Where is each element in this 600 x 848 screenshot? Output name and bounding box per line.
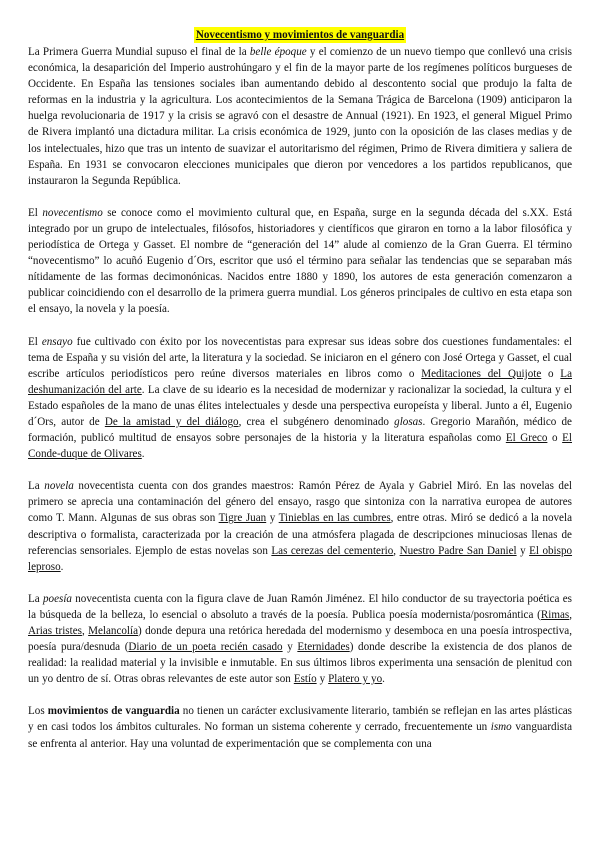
- title-tinieblas-cumbres: Tinieblas en las cumbres: [278, 512, 391, 525]
- page-title: Novecentismo y movimientos de vanguardia: [195, 29, 405, 41]
- title-cerezas-cementerio: Las cerezas del cementerio: [271, 544, 394, 557]
- title-estio: Estío: [293, 673, 317, 686]
- title-block: [28, 27, 572, 43]
- title-melancolia: Melancolía: [88, 625, 139, 637]
- bold-movimientos-vanguardia: movimientos de vanguardia: [47, 705, 180, 718]
- em-belle-epoque: belle époque: [249, 46, 307, 58]
- em-poesia: poesía: [43, 592, 72, 605]
- title-el-greco: El Greco: [505, 432, 548, 445]
- title-conde-duque: El Conde-duque de Olivares: [28, 432, 572, 461]
- em-novela: novela: [44, 480, 74, 493]
- paragraph-history: La Primera Guerra Mundial supuso el final de la belle époque y el comienzo de un nuevo tiempo que conllevó una crisis económica, la desaparición del Imperio austrohúngaro y el fin de la mayor parte de los regímenes políticos burgueses de Occidente. En España las tensiones sociales iban aumentando debido al descontento social que produjo la falta de reformas en la industria y la agricultura. Los acontecimientos de la Semana Trágica de Barcelona (1909) anticiparon la huelga revolucionaria de 1917 y la crisis se agravó con el desastre de Annual (1921). En 1923, el general Miguel Primo de Rivera implantó una dictadura militar. La crisis económica de 1929, junto con la oposición de las clases medias y de los intelectuales, hizo que tras un intento de suavizar el autoritarismo del régimen, Primo de Rivera dimitiera y saliera de España. En 1931 se convocaron elecciones municipales que dieron por vencedores a los partidos republicanos, que instauraron la Segunda República.: [28, 46, 572, 187]
- title-obispo-leproso: El obispo leproso: [28, 544, 573, 573]
- title-padre-san-daniel: Nuestro Padre San Daniel: [399, 544, 517, 557]
- paragraph-novecentismo: El novecentismo se conoce como el movimiento cultural que, en España, surge en la segunda década del s.XX. Está integrado por un grupo de intelectuales, filósofos, historiadores y científicos que giraron en torno a la labor filosófica y periodística de Ortega y Gasset. El nombre de “generación del 14” alude al comienzo de la Gran Guerra. El término “novecentismo” lo acuñó Eugenio d´Ors, escritor que usó el término para señalar las tendencias que se separaban más nítidamente de las formas decimonónicas. Nacidos entre 1880 y 1890, los autores de esta generación comenzaron a publicar coincidiendo con el desarrollo de la primera guerra mundial. Los géneros principales de cultivo en esta etapa son el ensayo, la novela y la poesía.: [28, 206, 572, 316]
- title-arias-tristes: Arias tristes: [28, 625, 82, 637]
- em-ismo: ismo: [490, 721, 512, 734]
- em-novecentismo: novecentismo: [42, 206, 103, 219]
- paragraph-poesia: La poesía novecentista cuenta con la figura clave de Juan Ramón Jiménez. El hilo conductor de su trayectoria poética es la búsqueda de la belleza, lo esencial o absoluto a través de la poesía. Publica poesía modernista/posromántica (Rimas, Arias tristes, Melancolía) donde depura una retórica heredada del modernismo y desemboca en una poesía introspectiva, poesía pura/desnuda (Diario de un poeta recién casado y Eternidades) donde describe la existencia de dos planos de realidad: la realidad material y la invisible e inmutable. En sus últimos libros experimenta una sensación de plenitud con un yo dentro de sí. Otras obras relevantes de este autor son Estío y Platero y yo.: [28, 592, 572, 686]
- em-ensayo: ensayo: [41, 335, 73, 348]
- title-rimas: Rimas: [540, 608, 570, 621]
- paragraph-ensayo: El ensayo fue cultivado con éxito por los novecentistas para expresar sus ideas sobre dos cuestiones fundamentales: el tema de España y su visión del arte, la literatura y la sociedad. Se iniciaron en el género con José Ortega y Gasset, el cual escribe artículos periodísticos pero reúne diversos materiales en libros como o Meditaciones del Quijote o La deshumanización del arte. La clave de su ideario es la necesidad de modernizar y racionalizar la sociedad, la cultura y el Estado españoles de la mano de unas élites intelectuales y desde una perspectiva europeísta y liberal. Junto a él, Eugenio d´Ors, autor de De la amistad y del diálogo, crea el subgénero denominado glosas. Gregorio Marañón, médico de formación, publicó multitud de ensayos sobre personajes de la historia y la literatura españolas como El Greco o El Conde-duque de Olivares.: [28, 335, 572, 461]
- title-tigre-juan: Tigre Juan: [218, 512, 267, 525]
- title-meditaciones-quijote: Meditaciones del Quijote: [421, 367, 542, 380]
- title-platero-y-yo: Platero y yo: [328, 673, 383, 686]
- em-glosas: glosas: [394, 415, 423, 428]
- paragraph-vanguardia: Los movimientos de vanguardia no tienen un carácter exclusivamente literario, también se reflejan en las artes plásticas y en casi todos los ámbitos culturales. No forman un sistema coherente y cerrado, frecuentemente un ismo vanguardista se enfrenta al anterior. Hay una voluntad de experimentación que se complementa con una: [28, 705, 573, 750]
- title-diario-poeta: Diario de un poeta recién casado: [128, 641, 283, 654]
- title-amistad-dialogo: De la amistad y del diálogo: [104, 415, 239, 428]
- paragraph-novela: La novela novecentista cuenta con dos grandes maestros: Ramón Pérez de Ayala y Gabriel Miró. En las novelas del primero se aprecia una contaminación del género del ensayo, rasgo que sintoniza con la narrativa europea de autores como T. Mann. Algunas de sus obras son Tigre Juan y Tinieblas en las cumbres, entre otras. Miró se dedicó a la novela descriptiva o formalista, caracterizada por la creación de una atmósfera plagada de descripciones minuciosas llenas de referencias sensoriales. Ejemplo de estas novelas son Las cerezas del cementerio, Nuestro Padre San Daniel y El obispo leproso.: [28, 480, 573, 573]
- title-deshumanizacion-arte: La deshumanización del arte: [28, 367, 572, 396]
- title-eternidades: Eternidades: [297, 641, 350, 654]
